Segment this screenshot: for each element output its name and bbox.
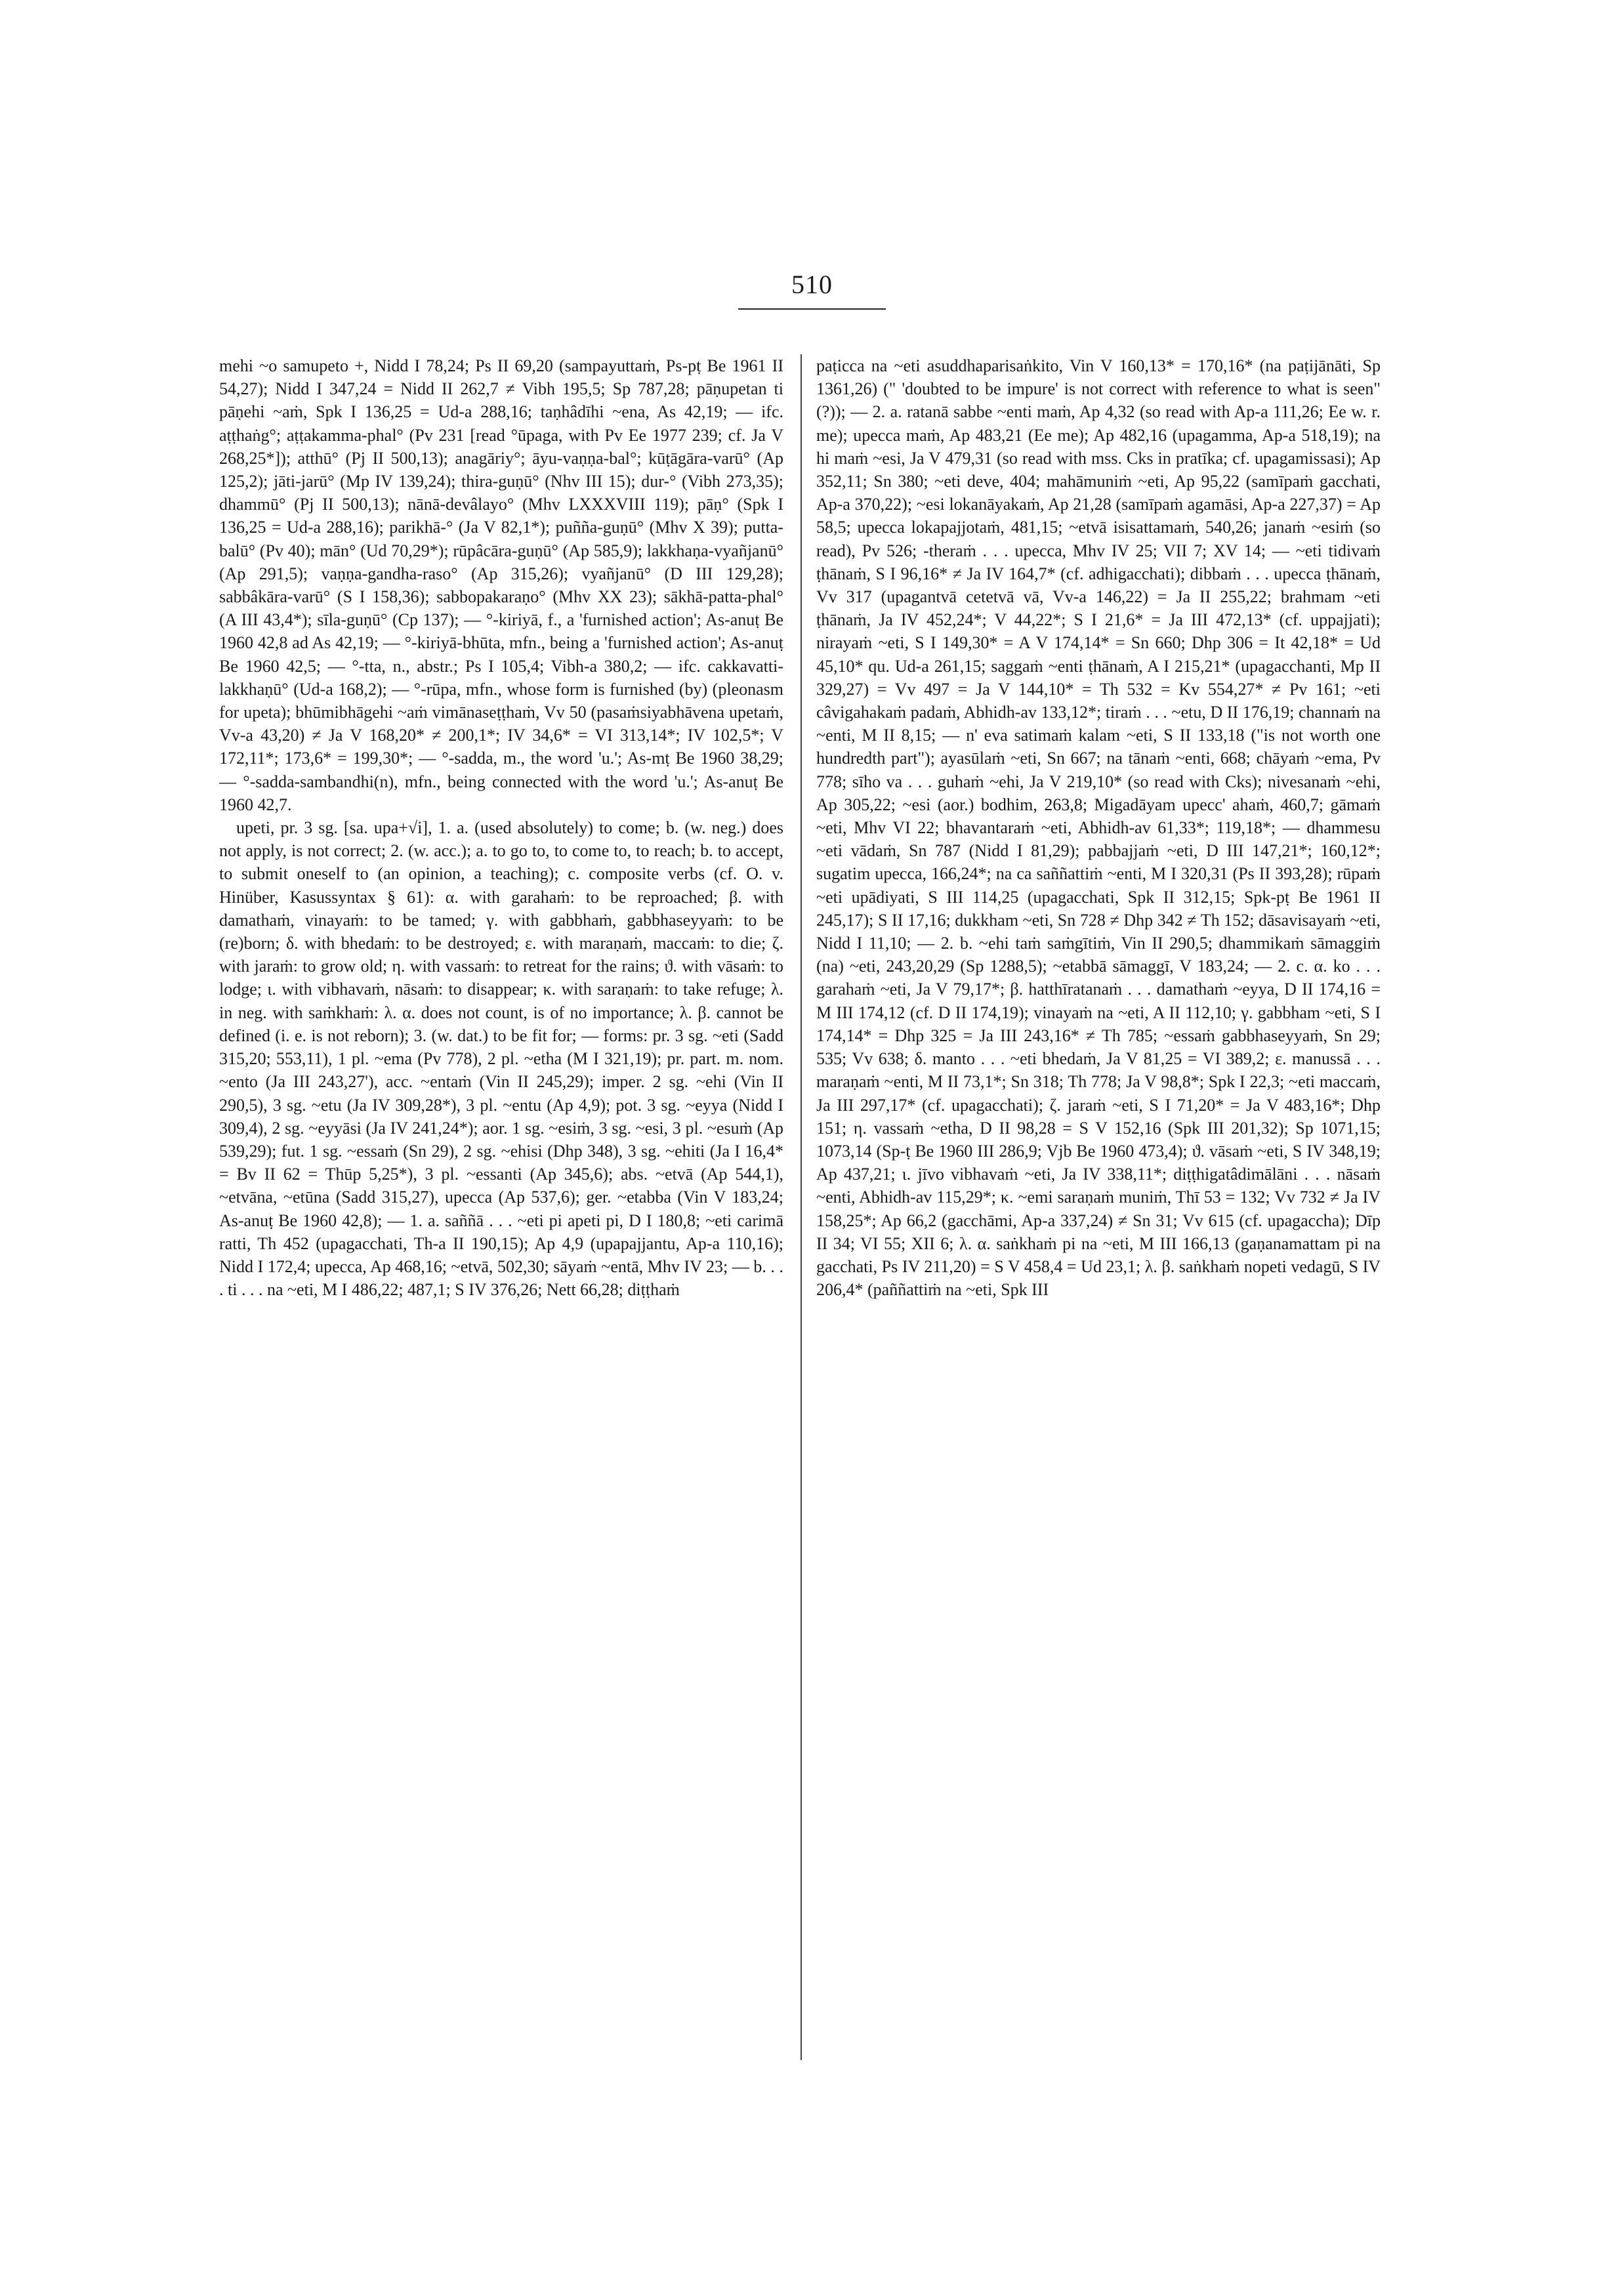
entry-paragraph: mehi ~o samupeto +, Nidd I 78,24; Ps II 69,20 (sampayuttaṁ, Ps-pṭ Be 1961 II 54,27); Nidd I 347,24 = Nidd II 262,7 ≠ Vibh 195,5; Sp 787,28; pāṇupetan ti pāṇehi ~aṁ, Spk I 136,25 = Ud-a 288,16; taṇhâdīhi ~ena, As 42,19; — ifc. aṭṭhaṅg°; aṭṭakamma-phal° (Pv 231 [read °ūpaga, with Pv Ee 1977 239; cf. Ja V 268,25*]); atthū° (Pj II 500,13); anagāriy°; āyu-vaṇṇa-bal°; kūṭāgāra-varū° (Ap 125,2); jāti-jarū° (Mp IV 139,24); thira-guṇū° (Nhv III 15); dur-° (Vibh 273,35); dhammū° (Pj II 500,13); nānā-devâlayo° (Mhv LXXXVIII 119); pāṇ° (Spk I 136,25 = Ud-a 288,16); parikhā-° (Ja V 82,1*); puñña-guṇū° (Mhv X 39); putta-balū° (Pv 40); mān° (Ud 70,29*); rūpâcāra-guṇū° (Ap 585,9); lakkhaṇa-vyañjanū° (Ap 291,5); vaṇṇa-gandha-raso° (Ap 315,26); vyañjanū° (D III 129,28); sabbâkāra-varū° (S I 158,36); sabbopakaraṇo° (Mhv XX 23); sākhā-patta-phal° (A III 43,4*); sīla-guṇū° (Cp 137); — °-kiriyā, f., a 'furnished action'; As-anuṭ Be 1960 42,8 ad As 42,19; — °-kiriyā-bhūta, mfn., being a 'furnished action'; As-anuṭ Be 1960 42,5; — °-tta, n., abstr.; Ps I 105,4; Vibh-a 380,2; — ifc. cakkavatti-lakkhaṇū° (Ud-a 168,2); — °-rūpa, mfn., whose form is furnished (by) (pleonasm for upeta); bhūmibhāgehi ~aṁ vimānaseṭṭhaṁ, Vv 50 (pasaṁsiyabhāvena upetaṁ, Vv-a 43,20) ≠ Ja V 168,20* ≠ 200,1*; IV 34,6* = VI 313,14*; IV 102,5*; V 172,11*; 173,6* = 199,30*; — °-sadda, m., the word 'u.'; As-mṭ Be 1960 38,29; — °-sadda-sambandhi(n), mfn., being connected with the word 'u.'; As-anuṭ Be 1960 42,7. bbox=[219, 356, 783, 814]
column-divider bbox=[801, 354, 802, 2060]
right-column bbox=[816, 354, 1381, 2073]
page-number-rule bbox=[738, 308, 886, 310]
page-number: 510 bbox=[791, 270, 833, 299]
entry-paragraph: upeti, pr. 3 sg. [sa. upa+√i], 1. a. (used absolutely) to come; b. (w. neg.) does not apply, is not correct; 2. (w. acc.); a. to go to, to come to, to reach; b. to accept, to submit oneself to (an opinion, a teaching); c. composite verbs (cf. O. v. Hinüber, Kasussyntax § 61): α. with garahaṁ: to be reproached; β. with damathaṁ, vinayaṁ: to be tamed; γ. with gabbhaṁ, gabbhaseyyaṁ: to be (re)born; δ. with bhedaṁ: to be destroyed; ε. with maraṇaṁ, maccaṁ: to die; ζ. with jaraṁ: to grow old; η. with vassaṁ: to retreat for the rains; ϑ. with vāsaṁ: to lodge; ι. with vibhavaṁ, nāsaṁ: to disappear; κ. with saraṇaṁ: to take refuge; λ. in neg. with saṁkhaṁ: λ. α. does not count, is of no importance; λ. β. cannot be defined (i. e. is not reborn); 3. (w. dat.) to be fit for; — forms: pr. 3 sg. ~eti (Sadd 315,20; 553,11), 1 pl. ~ema (Pv 778), 2 pl. ~etha (M I 321,19); pr. part. m. nom. ~ento (Ja III 243,27'), acc. ~entaṁ (Vin II 245,29); imper. 2 sg. ~ehi (Vin II 290,5), 3 sg. ~etu (Ja IV 309,28*), 3 pl. ~entu (Ap 4,9); pot. 3 sg. ~eyya (Nidd I 309,4), 2 sg. ~eyyāsi (Ja IV 241,24*); aor. 1 sg. ~esiṁ, 3 sg. ~esi, 3 pl. ~esuṁ (Ap 539,29); fut. 1 sg. ~essaṁ (Sn 29), 2 sg. ~ehisi (Dhp 348), 3 sg. ~ehiti (Ja I 16,4* = Bv II 62 = Thūp 5,25*), 3 pl. ~essanti (Ap 345,6); abs. ~etvā (Ap 544,1), ~etvāna, ~etūna (Sadd 315,27), upecca (Ap 537,6); ger. ~etabba (Vin V 183,24; As-anuṭ Be 1960 42,8); — 1. a. saññā . . . ~eti pi apeti pi, D I 180,8; ~eti carimā ratti, Th 452 (upagacchati, Th-a II 190,15); Ap 4,9 (upapajjantu, Ap-a 110,16); Nidd I 172,4; upecca, Ap 468,16; ~etvā, 502,30; sāyaṁ ~entā, Mhv IV 23; — b. . . . ti . . . na ~eti, M I 486,22; 487,1; S IV 376,26; Nett 66,28; diṭṭhaṁ bbox=[219, 818, 783, 1300]
entry-paragraph: paṭicca na ~eti asuddhaparisaṅkito, Vin V 160,13* = 170,16* (na paṭijānāti, Sp 1361,26) (" 'doubted to be impure' is not correct with reference to what is seen" (?)); — 2. a. ratanā sabbe ~enti maṁ, Ap 4,32 (so read with Ap-a 111,26; Ee w. r. me); upecca maṁ, Ap 483,21 (Ee me); Ap 482,16 (upagamma, Ap-a 518,19); na hi maṁ ~esi, Ja V 479,31 (so read with mss. Cks in pratīka; cf. upagamissasi); Ap 352,11; Sn 380; ~eti deve, 404; mahāmuniṁ ~eti, Ap 95,22 (samīpaṁ gacchati, Ap-a 370,22); ~esi lokanāyakaṁ, Ap 21,28 (samīpaṁ agamāsi, Ap-a 227,37) = Ap 58,5; upecca lokapajjotaṁ, 481,15; ~etvā isisattamaṁ, 540,26; janaṁ ~esiṁ (so read), Pv 526; -theraṁ . . . upecca, Mhv IV 25; VII 7; XV 14; — ~eti tidivaṁ ṭhānaṁ, S I 96,16* ≠ Ja IV 164,7* (cf. adhigacchati); dibbaṁ . . . upecca ṭhānaṁ, Vv 317 (upagantvā cetetvā vā, Vv-a 146,22) = Ja II 255,22; brahmam ~eti ṭhānaṁ, Ja IV 452,24*; V 44,22*; S I 21,6* = Ja III 472,13* (cf. uppajjati); nirayaṁ ~eti, S I 149,30* = A V 174,14* = Sn 660; Dhp 306 = It 42,18* = Ud 45,10* qu. Ud-a 261,15; saggaṁ ~enti ṭhānaṁ, A I 215,21* (upagacchanti, Mp II 329,27) = Vv 497 = Ja V 144,10* = Th 532 = Kv 554,27* ≠ Pv 161; ~eti câvigahakaṁ padaṁ, Abhidh-av 133,12*; tiraṁ . . . ~etu, D II 176,19; channaṁ na ~enti, M II 8,15; — n' eva satimaṁ kalam ~eti, S II 133,18 ("is not worth one hundredth part"); ayasūlaṁ ~eti, Sn 667; na tānaṁ ~enti, 668; chāyaṁ ~ema, Pv 778; sīho va . . . guhaṁ ~ehi, Ja V 219,10* (so read with Cks); nivesanaṁ ~ehi, Ap 305,22; ~esi (aor.) bodhim, 263,8; Migadāyam upecc' ahaṁ, 460,7; gāmaṁ ~eti, Mhv VI 22; bhavantaraṁ ~eti, Abhidh-av 61,33*; 119,18*; — dhammesu ~eti vādaṁ, Sn 787 (Nidd I 81,29); pabbajjaṁ ~eti, D III 147,21*; 160,12*; sugatim upecca, 166,24*; na ca saññattiṁ ~enti, M I 320,31 (Ps II 393,28); rūpaṁ ~eti upādiyati, S III 114,25 (upagacchati, Spk II 312,15; Spk-pṭ Be 1961 II 245,17); S II 17,16; dukkham ~eti, Sn 728 ≠ Dhp 342 ≠ Th 152; dāsavisayaṁ ~eti, Nidd I 11,10; — 2. b. ~ehi taṁ saṁgītiṁ, Vin II 290,5; dhammikaṁ sāmaggiṁ (na) ~eti, 243,20,29 (Sp 1288,5); ~etabbā sāmaggī, V 183,24; — 2. c. α. ko . . . garahaṁ ~eti, Ja V 79,17*; β. hatthīratanaṁ . . . damathaṁ ~eyya, D II 174,16 = M III 174,12 (cf. D II 174,19); vinayaṁ na ~eti, A II 112,10; γ. gabbham ~eti, S I 174,14* = Dhp 325 = Ja III 243,16* ≠ Th 785; ~essaṁ gabbhaseyyaṁ, Sn 29; 535; Vv 638; δ. manto . . . ~eti bhedaṁ, Ja V 81,25 = VI 389,2; ε. manussā . . . maraṇaṁ ~enti, M II 73,1*; Sn 318; Th 778; Ja V 98,8*; Spk I 22,3; ~eti maccaṁ, Ja III 297,17* (cf. upagacchati); ζ. jaraṁ ~eti, S I 71,20* = Ja V 483,16*; Dhp 151; η. vassaṁ ~etha, D II 98,28 = S V 152,16 (Spk III 201,32); Sp 1071,15; 1073,14 (Sp-ṭ Be 1960 III 286,9; Vjb Be 1960 473,4); ϑ. vāsaṁ ~eti, S IV 348,19; Ap 437,21; ι. jīvo vibhavaṁ ~eti, Ja IV 338,11*; diṭṭhigatâdimālāni . . . nāsaṁ ~enti, Abhidh-av 115,29*; κ. ~emi saraṇaṁ muniṁ, Thī 53 = 132; Vv 732 ≠ Ja IV 158,25*; Ap 66,2 (gacchāmi, Ap-a 337,24) ≠ Sn 31; Vv 615 (cf. upagaccha); Dīp II 34; VI 55; XII 6; λ. α. saṅkhaṁ pi na ~eti, M III 166,13 (gaṇanamattam pi na gacchati, Ps IV 211,20) = S V 458,4 = Ud 23,1; λ. β. saṅkhaṁ nopeti vedagū, S IV 206,4* (paññattiṁ na ~eti, Spk III bbox=[816, 356, 1381, 1300]
left-column bbox=[219, 354, 783, 2073]
